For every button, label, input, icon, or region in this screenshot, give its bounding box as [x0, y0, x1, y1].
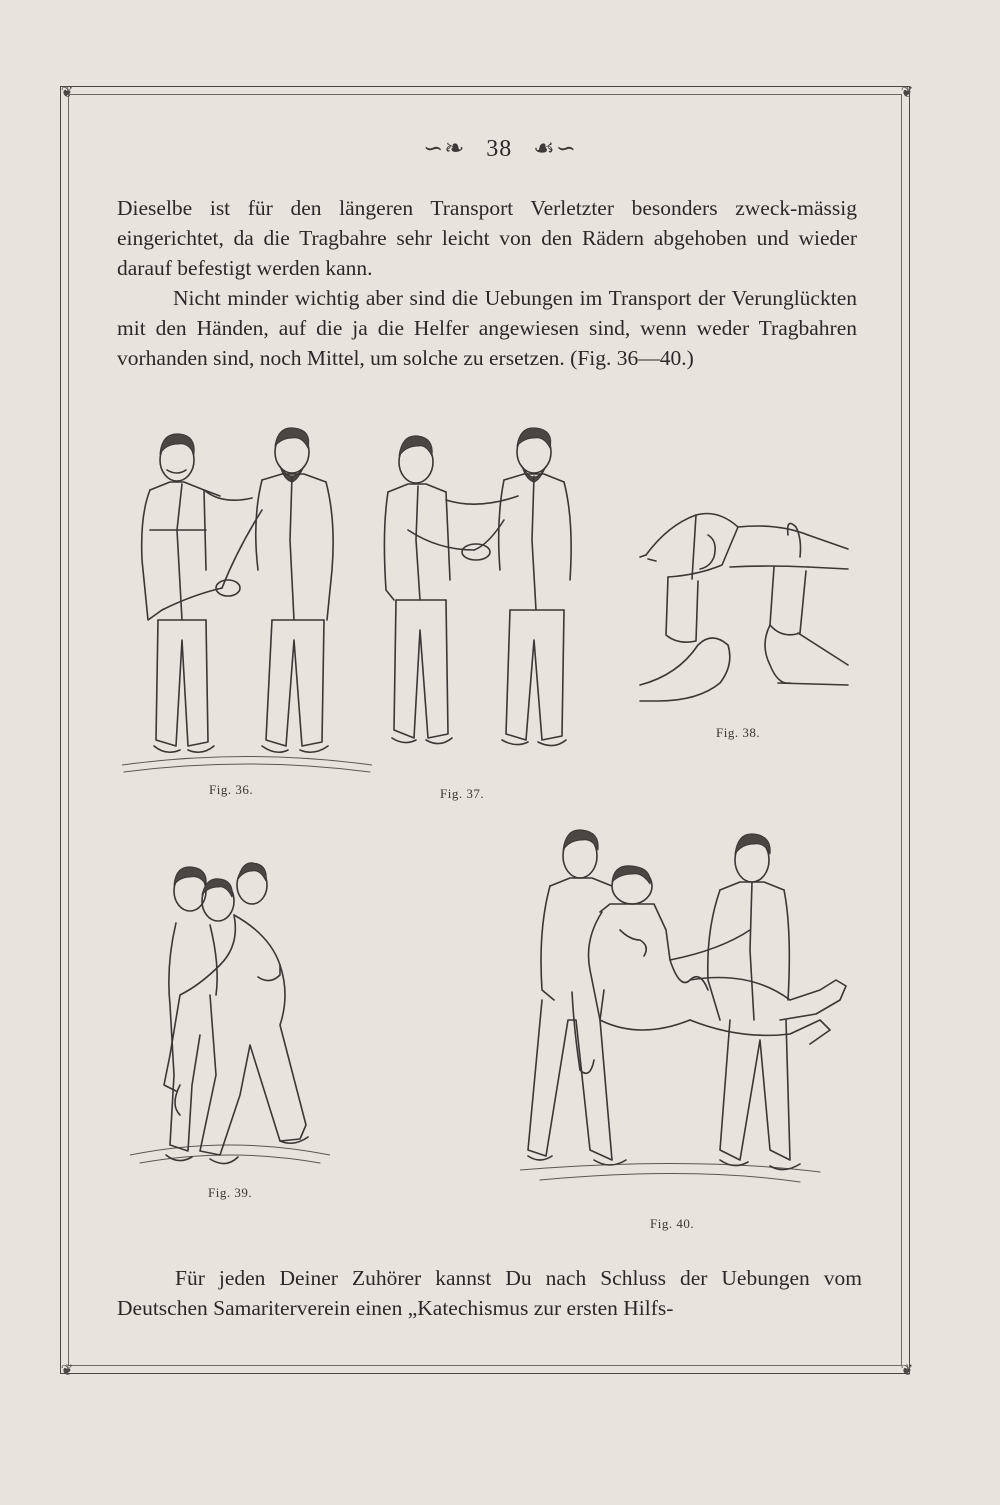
- figure-caption: Fig. 38.: [716, 725, 761, 740]
- figure-caption: Fig. 36.: [209, 782, 254, 797]
- fig-38-illustration: [638, 505, 858, 720]
- corner-ornament-icon: ❦: [60, 85, 74, 101]
- paragraph-2: Nicht minder wichtig aber sind die Uebungen im Transport der Verunglückten mit den Händen, auf die ja die Helfer angewiesen sind, wenn weder Tragbahren vorhanden sind, noch Mittel, um solche zu ersetzen. (Fig. 36—40.): [117, 286, 857, 370]
- corner-ornament-icon: ❦: [60, 1363, 74, 1379]
- paragraph-1: Dieselbe ist für den längeren Transport Verletzter besonders zweck-mässig eingerichtet, da die Tragbahre sehr leicht von den Rädern abgehoben und wieder darauf befestigt werden kann.: [117, 196, 857, 280]
- fig-39-illustration: [130, 855, 330, 1175]
- paragraph-3: Für jeden Deiner Zuhörer kannst Du nach Schluss der Uebungen vom Deutschen Samariterverein einen „Katechismus zur ersten Hilfs-: [117, 1266, 862, 1320]
- fig-40-illustration: [520, 820, 860, 1200]
- page-header: [0, 134, 1000, 163]
- flourish-right-icon: ☙∽: [533, 136, 577, 162]
- figure-caption: Fig. 40.: [650, 1216, 695, 1231]
- figure-caption: Fig. 39.: [208, 1185, 253, 1200]
- page-number: 38: [486, 136, 513, 162]
- corner-ornament-icon: ❦: [900, 85, 914, 101]
- fig-36-illustration: [122, 420, 372, 780]
- figure-caption: Fig. 37.: [440, 786, 485, 801]
- flourish-left-icon: ∽❧: [423, 136, 466, 162]
- fig-37-illustration: [378, 420, 578, 760]
- corner-ornament-icon: ❦: [900, 1363, 914, 1379]
